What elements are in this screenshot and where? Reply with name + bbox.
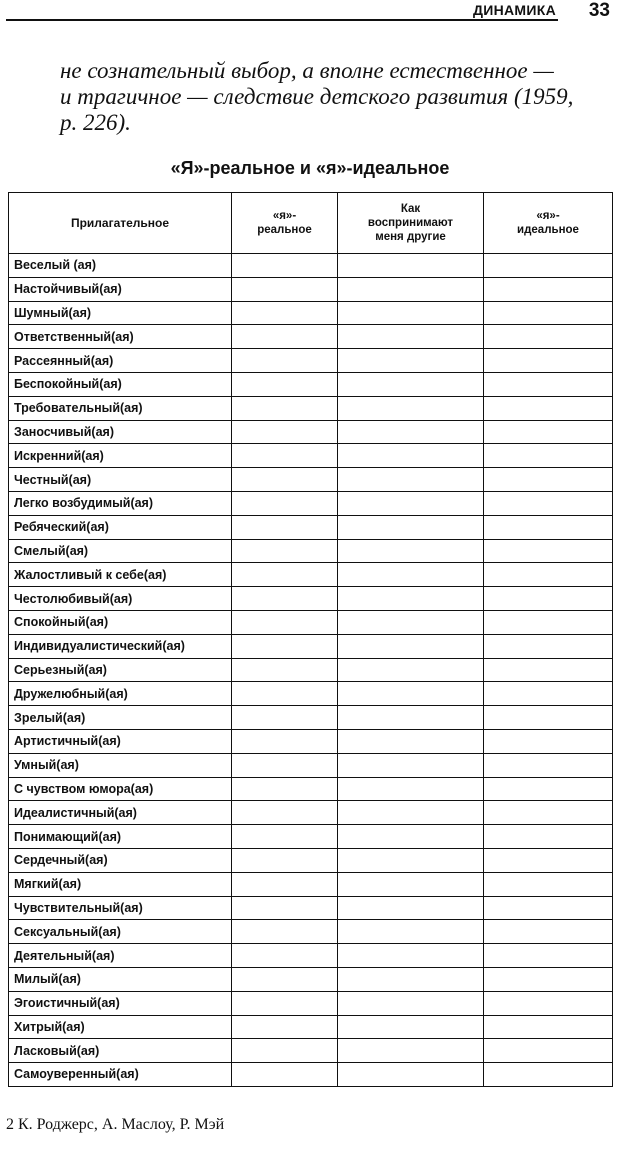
ideal-self-cell[interactable] xyxy=(484,1039,613,1063)
adjective-cell: Жалостливый к себе(ая) xyxy=(9,563,232,587)
adjective-cell: Рассеянный(ая) xyxy=(9,349,232,373)
column-header-ideal-self xyxy=(484,193,613,254)
perceived-cell[interactable] xyxy=(338,706,484,730)
real-self-cell[interactable] xyxy=(232,920,338,944)
real-self-cell[interactable] xyxy=(232,682,338,706)
header-rule xyxy=(6,19,558,21)
table-row xyxy=(9,610,613,634)
ideal-self-cell[interactable] xyxy=(484,254,613,278)
ideal-self-cell[interactable] xyxy=(484,325,613,349)
real-self-cell[interactable] xyxy=(232,420,338,444)
real-self-cell[interactable] xyxy=(232,753,338,777)
ideal-self-cell[interactable] xyxy=(484,944,613,968)
real-self-cell[interactable] xyxy=(232,396,338,420)
perceived-cell[interactable] xyxy=(338,634,484,658)
adjective-cell: Понимающий(ая) xyxy=(9,825,232,849)
column-header-real-self xyxy=(232,193,338,254)
table-row xyxy=(9,1015,613,1039)
perceived-cell[interactable] xyxy=(338,444,484,468)
self-concept-table xyxy=(8,192,613,1087)
adjective-cell: Шумный(ая) xyxy=(9,301,232,325)
ideal-self-cell[interactable] xyxy=(484,563,613,587)
table-header-row xyxy=(9,193,613,254)
perceived-cell[interactable] xyxy=(338,277,484,301)
table-row xyxy=(9,706,613,730)
adjective-cell: Артистичный(ая) xyxy=(9,729,232,753)
table-row xyxy=(9,753,613,777)
adjective-cell: Хитрый(ая) xyxy=(9,1015,232,1039)
real-self-cell[interactable] xyxy=(232,325,338,349)
quote-line: и трагичное — следствие детского развития (1959, xyxy=(60,84,574,109)
adjective-cell: Ласковый(ая) xyxy=(9,1039,232,1063)
ideal-self-cell[interactable] xyxy=(484,468,613,492)
real-self-cell[interactable] xyxy=(232,1039,338,1063)
perceived-cell[interactable] xyxy=(338,610,484,634)
real-self-cell[interactable] xyxy=(232,254,338,278)
adjective-cell: Настойчивый(ая) xyxy=(9,277,232,301)
real-self-cell[interactable] xyxy=(232,349,338,373)
ideal-self-cell[interactable] xyxy=(484,372,613,396)
ideal-self-cell[interactable] xyxy=(484,420,613,444)
ideal-self-cell[interactable] xyxy=(484,610,613,634)
perceived-cell[interactable] xyxy=(338,872,484,896)
adjective-cell: Серьезный(ая) xyxy=(9,658,232,682)
perceived-cell[interactable] xyxy=(338,848,484,872)
perceived-cell[interactable] xyxy=(338,515,484,539)
perceived-cell[interactable] xyxy=(338,1039,484,1063)
perceived-cell[interactable] xyxy=(338,777,484,801)
real-self-cell[interactable] xyxy=(232,872,338,896)
column-header-adjective xyxy=(9,193,232,254)
ideal-self-cell[interactable] xyxy=(484,682,613,706)
real-self-cell[interactable] xyxy=(232,896,338,920)
perceived-cell[interactable] xyxy=(338,896,484,920)
table-row xyxy=(9,1039,613,1063)
ideal-self-cell[interactable] xyxy=(484,1015,613,1039)
perceived-cell[interactable] xyxy=(338,301,484,325)
table-title: «Я»-реальное и «я»-идеальное xyxy=(170,158,450,178)
table-row xyxy=(9,563,613,587)
quote-paragraph xyxy=(60,58,614,136)
perceived-cell[interactable] xyxy=(338,396,484,420)
section-title: ДИНАМИКА xyxy=(472,2,556,18)
adjective-cell: Честолюбивый(ая) xyxy=(9,587,232,611)
adjective-cell: Беспокойный(ая) xyxy=(9,372,232,396)
table-row xyxy=(9,991,613,1015)
adjective-cell: Идеалистичный(ая) xyxy=(9,801,232,825)
perceived-cell[interactable] xyxy=(338,920,484,944)
table-row xyxy=(9,491,613,515)
ideal-self-cell[interactable] xyxy=(484,634,613,658)
table-row xyxy=(9,444,613,468)
table-row xyxy=(9,658,613,682)
table-row xyxy=(9,277,613,301)
table-row xyxy=(9,920,613,944)
perceived-cell[interactable] xyxy=(338,254,484,278)
real-self-cell[interactable] xyxy=(232,563,338,587)
ideal-self-cell[interactable] xyxy=(484,920,613,944)
adjective-cell: Чувствительный(ая) xyxy=(9,896,232,920)
perceived-cell[interactable] xyxy=(338,967,484,991)
perceived-cell[interactable] xyxy=(338,349,484,373)
adjective-cell: Самоуверенный(ая) xyxy=(9,1063,232,1087)
perceived-cell[interactable] xyxy=(338,753,484,777)
real-self-cell[interactable] xyxy=(232,729,338,753)
table-row xyxy=(9,396,613,420)
ideal-self-cell[interactable] xyxy=(484,349,613,373)
adjective-cell: С чувством юмора(ая) xyxy=(9,777,232,801)
ideal-self-cell[interactable] xyxy=(484,896,613,920)
table-row xyxy=(9,682,613,706)
real-self-cell[interactable] xyxy=(232,944,338,968)
ideal-self-cell[interactable] xyxy=(484,539,613,563)
real-self-cell[interactable] xyxy=(232,539,338,563)
real-self-cell[interactable] xyxy=(232,967,338,991)
column-header-perceived xyxy=(338,193,484,254)
table-row xyxy=(9,539,613,563)
table-row xyxy=(9,587,613,611)
quote-line: не сознательный выбор, а вполне естественное — xyxy=(60,58,554,83)
ideal-self-cell[interactable] xyxy=(484,967,613,991)
real-self-cell[interactable] xyxy=(232,468,338,492)
adjective-cell: Искренний(ая) xyxy=(9,444,232,468)
table-row xyxy=(9,254,613,278)
adjective-cell: Умный(ая) xyxy=(9,753,232,777)
adjective-cell: Дружелюбный(ая) xyxy=(9,682,232,706)
table-row xyxy=(9,468,613,492)
ideal-self-cell[interactable] xyxy=(484,825,613,849)
real-self-cell[interactable] xyxy=(232,1015,338,1039)
column-header-label: Прилагательное xyxy=(70,216,170,230)
quote-line: p. 226). xyxy=(60,110,131,135)
table-row xyxy=(9,872,613,896)
running-header xyxy=(0,0,620,26)
ideal-self-cell[interactable] xyxy=(484,444,613,468)
adjective-cell: Мягкий(ая) xyxy=(9,872,232,896)
perceived-cell[interactable] xyxy=(338,491,484,515)
ideal-self-cell[interactable] xyxy=(484,872,613,896)
adjective-cell: Легко возбудимый(ая) xyxy=(9,491,232,515)
table-row xyxy=(9,825,613,849)
footer-signature: 2 К. Роджерс, А. Маслоу, Р. Мэй xyxy=(6,1116,225,1133)
real-self-cell[interactable] xyxy=(232,991,338,1015)
table-row xyxy=(9,801,613,825)
real-self-cell[interactable] xyxy=(232,848,338,872)
table-row xyxy=(9,349,613,373)
ideal-self-cell[interactable] xyxy=(484,491,613,515)
table-body xyxy=(9,254,613,1087)
page-number: 33 xyxy=(588,0,610,21)
real-self-cell[interactable] xyxy=(232,706,338,730)
column-header-label: «я»- идеальное xyxy=(517,210,579,236)
adjective-cell: Честный(ая) xyxy=(9,468,232,492)
adjective-cell: Заносчивый(ая) xyxy=(9,420,232,444)
ideal-self-cell[interactable] xyxy=(484,848,613,872)
table-row xyxy=(9,301,613,325)
table-row xyxy=(9,729,613,753)
ideal-self-cell[interactable] xyxy=(484,658,613,682)
table-row xyxy=(9,515,613,539)
adjective-cell: Ребяческий(ая) xyxy=(9,515,232,539)
ideal-self-cell[interactable] xyxy=(484,753,613,777)
adjective-cell: Сексуальный(ая) xyxy=(9,920,232,944)
real-self-cell[interactable] xyxy=(232,825,338,849)
ideal-self-cell[interactable] xyxy=(484,706,613,730)
real-self-cell[interactable] xyxy=(232,587,338,611)
adjective-cell: Спокойный(ая) xyxy=(9,610,232,634)
ideal-self-cell[interactable] xyxy=(484,396,613,420)
real-self-cell[interactable] xyxy=(232,277,338,301)
table-row xyxy=(9,944,613,968)
perceived-cell[interactable] xyxy=(338,372,484,396)
column-header-label: Как воспринимают меня другие xyxy=(367,203,454,243)
adjective-cell: Смелый(ая) xyxy=(9,539,232,563)
adjective-cell: Сердечный(ая) xyxy=(9,848,232,872)
real-self-cell[interactable] xyxy=(232,777,338,801)
adjective-cell: Индивидуалистический(ая) xyxy=(9,634,232,658)
table-row xyxy=(9,777,613,801)
perceived-cell[interactable] xyxy=(338,944,484,968)
ideal-self-cell[interactable] xyxy=(484,587,613,611)
real-self-cell[interactable] xyxy=(232,491,338,515)
perceived-cell[interactable] xyxy=(338,468,484,492)
real-self-cell[interactable] xyxy=(232,372,338,396)
table-row xyxy=(9,967,613,991)
perceived-cell[interactable] xyxy=(338,420,484,444)
perceived-cell[interactable] xyxy=(338,825,484,849)
real-self-cell[interactable] xyxy=(232,801,338,825)
perceived-cell[interactable] xyxy=(338,325,484,349)
perceived-cell[interactable] xyxy=(338,1015,484,1039)
perceived-cell[interactable] xyxy=(338,1063,484,1087)
real-self-cell[interactable] xyxy=(232,658,338,682)
adjective-cell: Зрелый(ая) xyxy=(9,706,232,730)
table-row xyxy=(9,634,613,658)
ideal-self-cell[interactable] xyxy=(484,729,613,753)
perceived-cell[interactable] xyxy=(338,682,484,706)
adjective-cell: Эгоистичный(ая) xyxy=(9,991,232,1015)
perceived-cell[interactable] xyxy=(338,587,484,611)
adjective-cell: Милый(ая) xyxy=(9,967,232,991)
real-self-cell[interactable] xyxy=(232,610,338,634)
ideal-self-cell[interactable] xyxy=(484,1063,613,1087)
column-header-label: «я»- реальное xyxy=(257,210,312,236)
real-self-cell[interactable] xyxy=(232,301,338,325)
adjective-cell: Веселый (ая) xyxy=(9,254,232,278)
ideal-self-cell[interactable] xyxy=(484,777,613,801)
real-self-cell[interactable] xyxy=(232,1063,338,1087)
table-row xyxy=(9,848,613,872)
table-row xyxy=(9,325,613,349)
adjective-cell: Требовательный(ая) xyxy=(9,396,232,420)
adjective-cell: Деятельный(ая) xyxy=(9,944,232,968)
ideal-self-cell[interactable] xyxy=(484,801,613,825)
real-self-cell[interactable] xyxy=(232,444,338,468)
table-row xyxy=(9,420,613,444)
real-self-cell[interactable] xyxy=(232,634,338,658)
perceived-cell[interactable] xyxy=(338,539,484,563)
perceived-cell[interactable] xyxy=(338,658,484,682)
ideal-self-cell[interactable] xyxy=(484,515,613,539)
perceived-cell[interactable] xyxy=(338,563,484,587)
perceived-cell[interactable] xyxy=(338,991,484,1015)
perceived-cell[interactable] xyxy=(338,729,484,753)
ideal-self-cell[interactable] xyxy=(484,301,613,325)
table-row xyxy=(9,896,613,920)
adjective-cell: Ответственный(ая) xyxy=(9,325,232,349)
real-self-cell[interactable] xyxy=(232,515,338,539)
table-row xyxy=(9,372,613,396)
table-row xyxy=(9,1063,613,1087)
ideal-self-cell[interactable] xyxy=(484,277,613,301)
ideal-self-cell[interactable] xyxy=(484,991,613,1015)
perceived-cell[interactable] xyxy=(338,801,484,825)
